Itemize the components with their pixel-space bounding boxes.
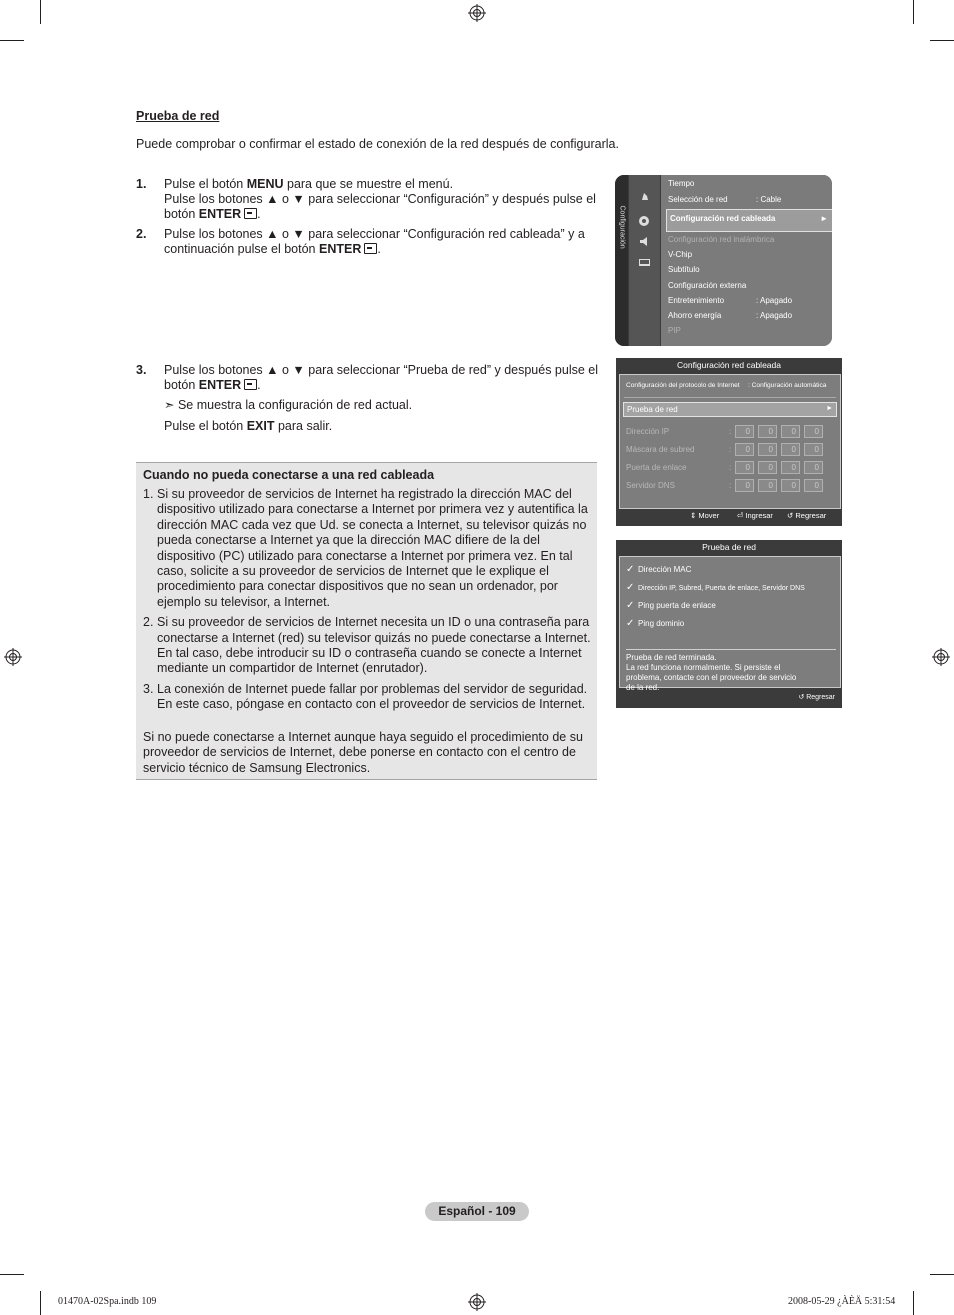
check-item: ✓ Ping dominio xyxy=(626,618,685,629)
octet-field[interactable]: 0 xyxy=(758,479,777,492)
footer-return: ↺ Regresar xyxy=(787,511,827,520)
menu-item[interactable]: Ahorro energía : Apagado xyxy=(668,311,793,320)
registration-mark-icon xyxy=(468,1293,486,1311)
crop-mark xyxy=(913,1291,914,1315)
menu-item[interactable]: Configuración externa xyxy=(668,281,747,290)
tv-network-test-screen xyxy=(616,540,842,708)
dns-server-row: Servidor DNS : 0 0 0 0 xyxy=(626,479,836,493)
enter-icon: ⏎ xyxy=(737,511,744,520)
list-item: 3. La conexión de Internet puede fallar por problemas del servidor de seguridad. En este caso, póngase en contacto con el proveedor de servicios de Internet. xyxy=(143,681,588,712)
tv-config-menu xyxy=(615,175,832,346)
check-item: ✓ Dirección MAC xyxy=(626,564,692,575)
right-arrow-icon: ► xyxy=(826,405,833,412)
menu-item[interactable]: Subtítulo xyxy=(668,265,700,274)
network-test-item[interactable]: Prueba de red ► xyxy=(623,402,837,417)
section-title: Prueba de red xyxy=(136,109,220,123)
crop-mark xyxy=(40,0,41,24)
updown-icon: ⇕ xyxy=(690,511,697,520)
octet-field[interactable]: 0 xyxy=(735,479,754,492)
menu-item[interactable]: Tiempo xyxy=(668,179,695,188)
gateway-row: Puerta de enlace : 0 0 0 0 xyxy=(626,461,836,475)
check-icon: ✓ xyxy=(626,618,635,629)
gear-icon xyxy=(637,214,651,228)
footer-enter: ⏎ Ingresar xyxy=(737,511,773,520)
crop-mark xyxy=(930,40,954,41)
sound-icon xyxy=(639,237,650,246)
octet-field[interactable]: 0 xyxy=(804,479,823,492)
note-list xyxy=(143,487,591,718)
note-closing: Si no puede conectarse a Internet aunque haya seguido el procedimiento de su proveedor de servicios de Internet, debe ponerse en contacto con el centro de servicio técnico de Samsung Electronics. xyxy=(143,730,583,775)
octet-field[interactable]: 0 xyxy=(758,443,777,456)
check-item: ✓ Dirección IP, Subred, Puerta de enlace, Servidor DNS xyxy=(626,582,805,593)
octet-field[interactable]: 0 xyxy=(804,443,823,456)
step-text: Pulse los botones ▲ o ▼ para seleccionar “Configuración” y después pulse el botón ENTER . xyxy=(164,192,596,222)
crop-mark xyxy=(930,1274,954,1275)
enter-icon xyxy=(364,243,377,254)
menu-item[interactable]: Configuración red inalámbrica xyxy=(668,235,775,244)
octet-field[interactable]: 0 xyxy=(781,479,800,492)
check-item: ✓ Ping puerta de enlace xyxy=(626,600,716,611)
menu-item[interactable]: Entretenimiento : Apagado xyxy=(668,296,793,305)
tv-wired-config-screen xyxy=(616,358,842,526)
menu-list xyxy=(661,175,832,346)
octet-field[interactable]: 0 xyxy=(735,443,754,456)
input-icon xyxy=(639,258,650,267)
divider xyxy=(624,397,836,398)
footer-timestamp: 2008-05-29 ¿ÀÈÄ 5:31:54 xyxy=(788,1296,896,1307)
right-arrow-icon: ► xyxy=(820,214,828,223)
menu-icon-column xyxy=(629,175,660,346)
check-icon: ✓ xyxy=(626,564,635,575)
note-title: Cuando no pueda conectarse a una red cableada xyxy=(143,468,435,482)
page-number-badge: Español - 109 xyxy=(425,1202,529,1221)
step-text: Pulse los botones ▲ o ▼ para seleccionar “Prueba de red” y después pulse el botón ENTER . xyxy=(164,363,599,393)
return-icon: ↺ xyxy=(798,694,805,701)
octet-field[interactable]: 0 xyxy=(781,443,800,456)
crop-mark xyxy=(0,1274,24,1275)
menu-category-label: Configuración xyxy=(618,205,626,249)
return-icon: ↺ xyxy=(787,511,794,520)
intro-text: Puede comprobar o confirmar el estado de conexión de la red después de configurarla. xyxy=(136,137,619,151)
protocol-setting[interactable]: Configuración del protocolo de Internet : Configuración automática xyxy=(626,382,827,389)
octet-field[interactable]: 0 xyxy=(735,461,754,474)
octet-field[interactable]: 0 xyxy=(758,461,777,474)
menu-item[interactable]: Selección de red : Cable xyxy=(668,195,782,204)
octet-field[interactable]: 0 xyxy=(735,425,754,438)
step-number: 1. xyxy=(136,177,147,191)
screen-title: Prueba de red xyxy=(702,542,756,552)
screen-title: Configuración red cableada xyxy=(677,360,781,370)
enter-icon xyxy=(244,379,257,390)
registration-mark-icon xyxy=(932,648,950,666)
enter-icon xyxy=(244,208,257,219)
step-text: Pulse los botones ▲ o ▼ para seleccionar “Configuración red cableada” y a continuación pulse el botón ENTER . xyxy=(164,227,585,257)
crop-mark xyxy=(913,0,914,24)
step-text: Pulse el botón EXIT para salir. xyxy=(164,418,333,433)
octet-field[interactable]: 0 xyxy=(781,425,800,438)
list-item: 1. Si su proveedor de servicios de Internet ha registrado la dirección MAC del dispositivo utilizado para conectarse a Internet por primera vez y autentifica la dirección MAC cada vez que Ud. se conecta a Internet, su televisor quizás no pueda conectarse a Internet ya que la dirección MAC difiere de la del dispositivo (PC) utilizado para conectarse a Internet por primera vez. En tal caso, solicite a su proveedor de servicios de Internet que le explique el procedimiento para conectar dispositivos que no sean un ordenador, por ejemplo su televisor, a Internet. xyxy=(143,487,588,609)
footer-move: ⇕ Mover xyxy=(690,511,720,520)
crop-mark xyxy=(0,40,24,41)
picture-icon xyxy=(639,192,650,201)
menu-item[interactable]: V-Chip xyxy=(668,250,693,259)
step-number: 2. xyxy=(136,227,147,241)
check-icon: ✓ xyxy=(626,600,635,611)
step-number: 3. xyxy=(136,363,147,377)
menu-item-selected[interactable]: Configuración red cableada ► xyxy=(666,209,832,232)
footer-return: ↺ Regresar xyxy=(798,694,835,701)
footer-file-info: 01470A-02Spa.indb 109 xyxy=(58,1296,157,1307)
octet-field[interactable]: 0 xyxy=(804,461,823,474)
octet-field[interactable]: 0 xyxy=(804,425,823,438)
divider xyxy=(626,649,836,650)
ip-address-row: Dirección IP : 0 0 0 0 xyxy=(626,425,836,439)
test-result-message: Prueba de red terminada. La red funciona normalmente. Si persiste el problema, contacte con el proveedor de servicio de la red. xyxy=(626,653,797,692)
step-text: Pulse el botón MENU para que se muestre el menú. xyxy=(164,177,454,191)
troubleshooting-note xyxy=(136,462,597,780)
registration-mark-icon xyxy=(4,648,22,666)
octet-field[interactable]: 0 xyxy=(781,461,800,474)
check-icon: ✓ xyxy=(626,582,635,593)
menu-item[interactable]: PIP xyxy=(668,326,681,335)
registration-mark-icon xyxy=(468,4,486,22)
octet-field[interactable]: 0 xyxy=(758,425,777,438)
list-item: 2. Si su proveedor de servicios de Internet necesita un ID o una contraseña para conectarse a Internet (red) su televisor quizás no puede conectarse a Internet. En tal caso, debe introducir su ID o contraseña cuando se conecte a Internet mediante un compartidor de Internet (enrutador). xyxy=(143,615,591,676)
subnet-mask-row: Máscara de subred : 0 0 0 0 xyxy=(626,443,836,457)
step-note: ➣ Se muestra la configuración de red actual. xyxy=(164,398,413,413)
crop-mark xyxy=(40,1291,41,1315)
